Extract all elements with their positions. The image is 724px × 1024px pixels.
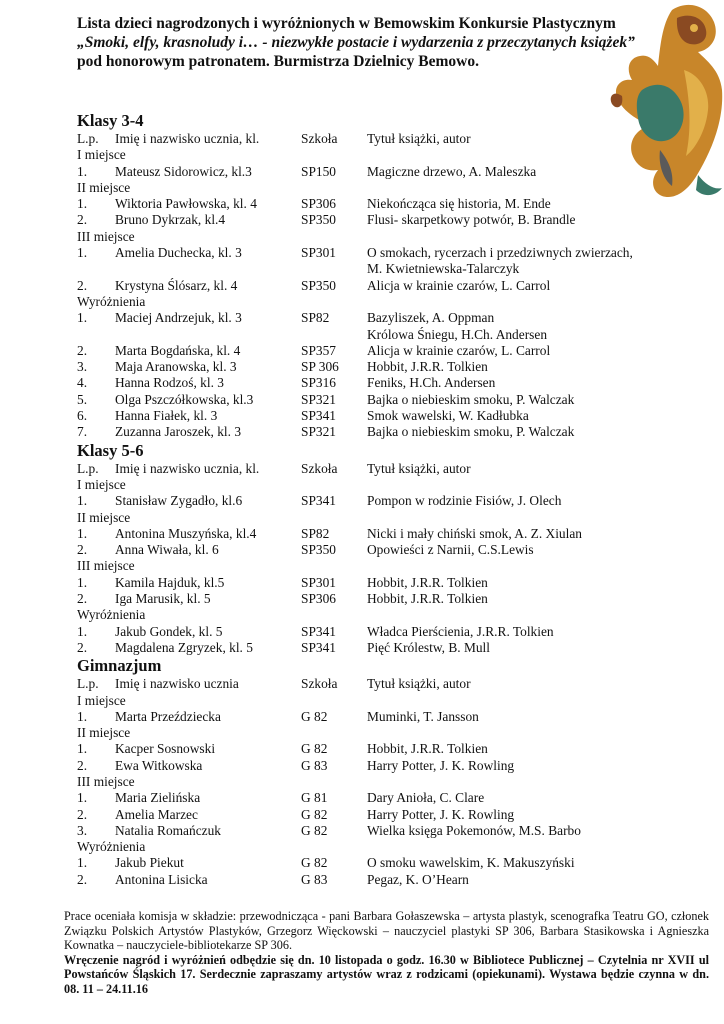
list-item <box>77 807 717 823</box>
place-heading: I miejsce <box>77 147 126 163</box>
item-number: 1. <box>77 708 88 724</box>
student-name: Maciej Andrzejuk, kl. 3 <box>115 310 242 326</box>
list-item <box>77 359 717 375</box>
book-title-line: Hobbit, J.R.R. Tolkien <box>367 591 488 607</box>
item-number: 1. <box>77 245 88 261</box>
book-title-line: Bajka o niebieskim smoku, P. Walczak <box>367 391 575 407</box>
book-title <box>367 359 712 375</box>
student-name: Jakub Gondek, kl. 5 <box>115 623 223 639</box>
student-name: Olga Pszczółkowska, kl.3 <box>115 391 254 407</box>
list-item <box>77 408 717 424</box>
school-code: G 83 <box>301 871 328 887</box>
book-title <box>367 493 712 509</box>
book-title-line: Pięć Królestw, B. Mull <box>367 639 490 655</box>
student-name: Iga Marusik, kl. 5 <box>115 591 211 607</box>
student-name: Hanna Rodzoś, kl. 3 <box>115 375 224 391</box>
book-title <box>367 424 712 440</box>
list-item <box>77 392 717 408</box>
list-item <box>77 526 717 542</box>
book-title-line: O smokach, rycerzach i przedziwnych zwierzach, <box>367 245 633 261</box>
book-title <box>367 310 712 343</box>
school-code: G 81 <box>301 790 328 806</box>
book-title <box>367 591 712 607</box>
book-title-line: Alicja w krainie czarów, L. Carrol <box>367 342 551 358</box>
book-title-line: Pompon w rodzinie Fisiów, J. Olech <box>367 493 562 509</box>
column-header-school: Szkoła <box>301 676 338 692</box>
book-title-line: Flusi- skarpetkowy potwór, B. Brandle <box>367 212 576 228</box>
book-title-line: Smok wawelski, W. Kadłubka <box>367 408 529 424</box>
book-title <box>367 855 712 871</box>
item-number: 2. <box>77 277 88 293</box>
book-title-line: Alicja w krainie czarów, L. Carrol <box>367 277 551 293</box>
student-name: Amelia Marzec <box>115 806 198 822</box>
school-code: SP 306 <box>301 359 339 375</box>
student-name: Antonina Muszyńska, kl.4 <box>115 525 257 541</box>
school-code: SP306 <box>301 591 336 607</box>
book-title-line: Hobbit, J.R.R. Tolkien <box>367 574 488 590</box>
list-item <box>77 375 717 391</box>
book-title-line: Wielka księga Pokemonów, M.S. Barbo <box>367 822 581 838</box>
book-title <box>367 278 712 294</box>
student-name: Amelia Duchecka, kl. 3 <box>115 245 242 261</box>
school-code: G 82 <box>301 855 328 871</box>
school-code: G 82 <box>301 741 328 757</box>
item-number: 3. <box>77 822 88 838</box>
column-header-school: Szkoła <box>301 131 338 146</box>
item-number: 1. <box>77 741 88 757</box>
book-title-line: Bajka o niebieskim smoku, P. Walczak <box>367 424 575 440</box>
list-item <box>77 624 717 640</box>
list-item <box>77 823 717 839</box>
book-title-line: Harry Potter, J. K. Rowling <box>367 806 515 822</box>
list-item <box>77 575 717 591</box>
list-item <box>77 591 717 607</box>
school-code: SP350 <box>301 277 336 293</box>
book-title <box>367 640 712 656</box>
document-header <box>77 14 637 71</box>
item-number: 1. <box>77 310 88 326</box>
place-heading: II miejsce <box>77 509 131 525</box>
item-number: 3. <box>77 359 88 375</box>
student-name: Maria Zielińska <box>115 790 201 806</box>
school-code: SP357 <box>301 342 336 358</box>
column-header-name: Imię i nazwisko ucznia, kl. <box>115 460 260 476</box>
patronage-text: pod honorowym patronatem. Burmistrza Dzielnicy Bemowo. <box>77 53 479 70</box>
column-header-lp: L.p. <box>77 676 99 692</box>
student-name: Kacper Sosnowski <box>115 741 216 757</box>
section-title: Gimnazjum <box>77 656 162 676</box>
place-heading: Wyróżnienia <box>77 607 146 623</box>
book-title-line: Muminki, T. Jansson <box>367 708 479 724</box>
book-title-line: Harry Potter, J. K. Rowling <box>367 757 515 773</box>
school-code: SP341 <box>301 639 336 655</box>
student-name: Maja Aranowska, kl. 3 <box>115 359 237 375</box>
book-title <box>367 807 712 823</box>
school-code: G 82 <box>301 806 328 822</box>
school-code: SP321 <box>301 391 336 407</box>
item-number: 4. <box>77 375 88 391</box>
column-header-book: Tytuł książki, autor <box>367 131 471 146</box>
list-item <box>77 212 717 228</box>
student-name: Natalia Romańczuk <box>115 822 221 838</box>
item-number: 2. <box>77 806 88 822</box>
book-title <box>367 526 712 542</box>
book-title-line: Hobbit, J.R.R. Tolkien <box>367 359 488 375</box>
book-title <box>367 343 712 359</box>
section-1 <box>77 111 717 441</box>
place-heading: Wyróżnienia <box>77 839 146 855</box>
book-title <box>367 164 712 180</box>
list-item <box>77 196 717 212</box>
book-title-line: Magiczne drzewo, A. Maleszka <box>367 163 537 179</box>
list-item <box>77 640 717 656</box>
student-name: Jakub Piekut <box>115 855 184 871</box>
list-item <box>77 493 717 509</box>
school-code: G 83 <box>301 757 328 773</box>
book-title <box>367 212 712 228</box>
student-name: Marta Przeździecka <box>115 708 221 724</box>
school-code: SP316 <box>301 375 336 391</box>
item-number: 2. <box>77 591 88 607</box>
column-header-lp: L.p. <box>77 131 99 146</box>
column-header-book: Tytuł książki, autor <box>367 676 471 692</box>
book-title <box>367 542 712 558</box>
contest-name: „Smoki, elfy, krasnoludy i… - niezwykłe postacie i wydarzenia z przeczytanych książek” <box>77 34 635 51</box>
place-heading: III miejsce <box>77 228 135 244</box>
jury-paragraph: Prace oceniała komisja w składzie: przewodnicząca - pani Barbara Gołaszewska – artysta plastyk, scenografka Teatru GO, członek Związku Polskich Artystów Plastyków, Grzegorz Więckowski – nauczyciel plastyki SP 306, Barbara Stasikowska i Agnieszka Kownatka – nauczyciele-bibliotekarze SP 306. <box>64 909 709 953</box>
book-title <box>367 758 712 774</box>
list-item <box>77 872 717 888</box>
school-code: SP350 <box>301 542 336 558</box>
school-code: SP150 <box>301 163 336 179</box>
item-number: 1. <box>77 790 88 806</box>
book-title <box>367 245 712 278</box>
book-title-line: Feniks, H.Ch. Andersen <box>367 375 496 391</box>
book-title-line: Hobbit, J.R.R. Tolkien <box>367 741 488 757</box>
section-3 <box>77 656 717 888</box>
item-number: 1. <box>77 493 88 509</box>
section-2 <box>77 441 717 657</box>
book-title <box>367 392 712 408</box>
student-name: Magdalena Zgryzek, kl. 5 <box>115 639 253 655</box>
school-code: G 82 <box>301 822 328 838</box>
header-subtitle <box>77 33 637 71</box>
school-code: SP341 <box>301 408 336 424</box>
book-title <box>367 790 712 806</box>
book-title <box>367 624 712 640</box>
place-heading: I miejsce <box>77 692 126 708</box>
student-name: Hanna Fiałek, kl. 3 <box>115 408 218 424</box>
student-name: Ewa Witkowska <box>115 757 203 773</box>
student-name: Antonina Lisicka <box>115 871 208 887</box>
section-title: Klasy 3-4 <box>77 111 144 130</box>
place-heading: II miejsce <box>77 725 131 741</box>
school-code: SP350 <box>301 212 336 228</box>
place-heading: III miejsce <box>77 558 135 574</box>
list-item <box>77 245 717 278</box>
results-list <box>77 111 717 888</box>
item-number: 2. <box>77 342 88 358</box>
list-item <box>77 855 717 871</box>
item-number: 5. <box>77 391 88 407</box>
place-heading: Wyróżnienia <box>77 293 146 309</box>
item-number: 2. <box>77 757 88 773</box>
header-title: Lista dzieci nagrodzonych i wyróżnionych w Bemowskim Konkursie Plastycznym <box>77 15 616 32</box>
school-code: SP301 <box>301 574 336 590</box>
list-item <box>77 424 717 440</box>
item-number: 1. <box>77 163 88 179</box>
column-header-row <box>77 676 717 692</box>
book-title-line-2: M. Kwietniewska-Talarczyk <box>367 261 520 277</box>
student-name: Wiktoria Pawłowska, kl. 4 <box>115 196 257 212</box>
item-number: 1. <box>77 623 88 639</box>
column-header-lp: L.p. <box>77 460 99 476</box>
column-header-book: Tytuł książki, autor <box>367 460 471 476</box>
list-item <box>77 790 717 806</box>
school-code: SP82 <box>301 525 330 541</box>
ceremony-paragraph: Wręczenie nagród i wyróżnień odbędzie się dn. 10 listopada o godz. 16.30 w Bibliotece Publicznej – Czytelnia nr XVII ul Powstańców Śląskich 17. Serdecznie zapraszamy artystów wraz z rodzicami (opiekunami). Wystawa będzie czynna w dn. 08. 11 – 24.11.16 <box>64 952 709 996</box>
student-name: Krystyna Ślósarz, kl. 4 <box>115 277 238 293</box>
book-title-line: Pegaz, K. O’Hearn <box>367 871 469 887</box>
book-title-line: Opowieści z Narnii, C.S.Lewis <box>367 542 534 558</box>
place-heading: I miejsce <box>77 476 126 492</box>
item-number: 1. <box>77 196 88 212</box>
school-code: SP341 <box>301 623 336 639</box>
list-item <box>77 741 717 757</box>
book-title <box>367 375 712 391</box>
student-name: Kamila Hajduk, kl.5 <box>115 574 225 590</box>
school-code: SP341 <box>301 493 336 509</box>
column-header-name: Imię i nazwisko ucznia <box>115 676 239 692</box>
book-title <box>367 575 712 591</box>
column-header-row <box>77 131 717 147</box>
place-heading: III miejsce <box>77 773 135 789</box>
item-number: 6. <box>77 408 88 424</box>
item-number: 1. <box>77 525 88 541</box>
list-item <box>77 343 717 359</box>
book-title-line: Bazyliszek, A. Oppman <box>367 310 495 326</box>
section-title: Klasy 5-6 <box>77 440 144 460</box>
student-name: Bruno Dykrzak, kl.4 <box>115 212 226 228</box>
document-footer <box>64 909 709 997</box>
list-item <box>77 278 717 294</box>
school-code: SP321 <box>301 424 336 440</box>
place-heading: II miejsce <box>77 179 131 195</box>
student-name: Marta Bogdańska, kl. 4 <box>115 342 241 358</box>
item-number: 2. <box>77 212 88 228</box>
list-item <box>77 310 717 343</box>
item-number: 7. <box>77 424 88 440</box>
school-code: SP306 <box>301 196 336 212</box>
student-name: Anna Wiwała, kl. 6 <box>115 542 219 558</box>
book-title <box>367 741 712 757</box>
book-title-line-2: Królowa Śniegu, H.Ch. Andersen <box>367 326 548 342</box>
item-number: 1. <box>77 574 88 590</box>
book-title-line: O smoku wawelskim, K. Makuszyński <box>367 855 575 871</box>
list-item <box>77 709 717 725</box>
school-code: G 82 <box>301 708 328 724</box>
column-header-row <box>77 461 717 477</box>
item-number: 1. <box>77 855 88 871</box>
student-name: Zuzanna Jaroszek, kl. 3 <box>115 424 242 440</box>
school-code: SP82 <box>301 310 330 326</box>
book-title-line: Dary Anioła, C. Clare <box>367 790 485 806</box>
list-item <box>77 758 717 774</box>
book-title <box>367 196 712 212</box>
book-title <box>367 823 712 839</box>
item-number: 2. <box>77 542 88 558</box>
item-number: 2. <box>77 871 88 887</box>
book-title-line: Nicki i mały chiński smok, A. Z. Xiulan <box>367 525 582 541</box>
column-header-school: Szkoła <box>301 460 338 476</box>
book-title <box>367 408 712 424</box>
item-number: 2. <box>77 639 88 655</box>
list-item <box>77 164 717 180</box>
book-title <box>367 709 712 725</box>
book-title-line: Niekończąca się historia, M. Ende <box>367 196 551 212</box>
book-title <box>367 872 712 888</box>
student-name: Stanisław Zygadło, kl.6 <box>115 493 243 509</box>
school-code: SP301 <box>301 245 336 261</box>
student-name: Mateusz Sidorowicz, kl.3 <box>115 163 252 179</box>
book-title-line: Władca Pierścienia, J.R.R. Tolkien <box>367 623 554 639</box>
list-item <box>77 542 717 558</box>
column-header-name: Imię i nazwisko ucznia, kl. <box>115 131 260 146</box>
